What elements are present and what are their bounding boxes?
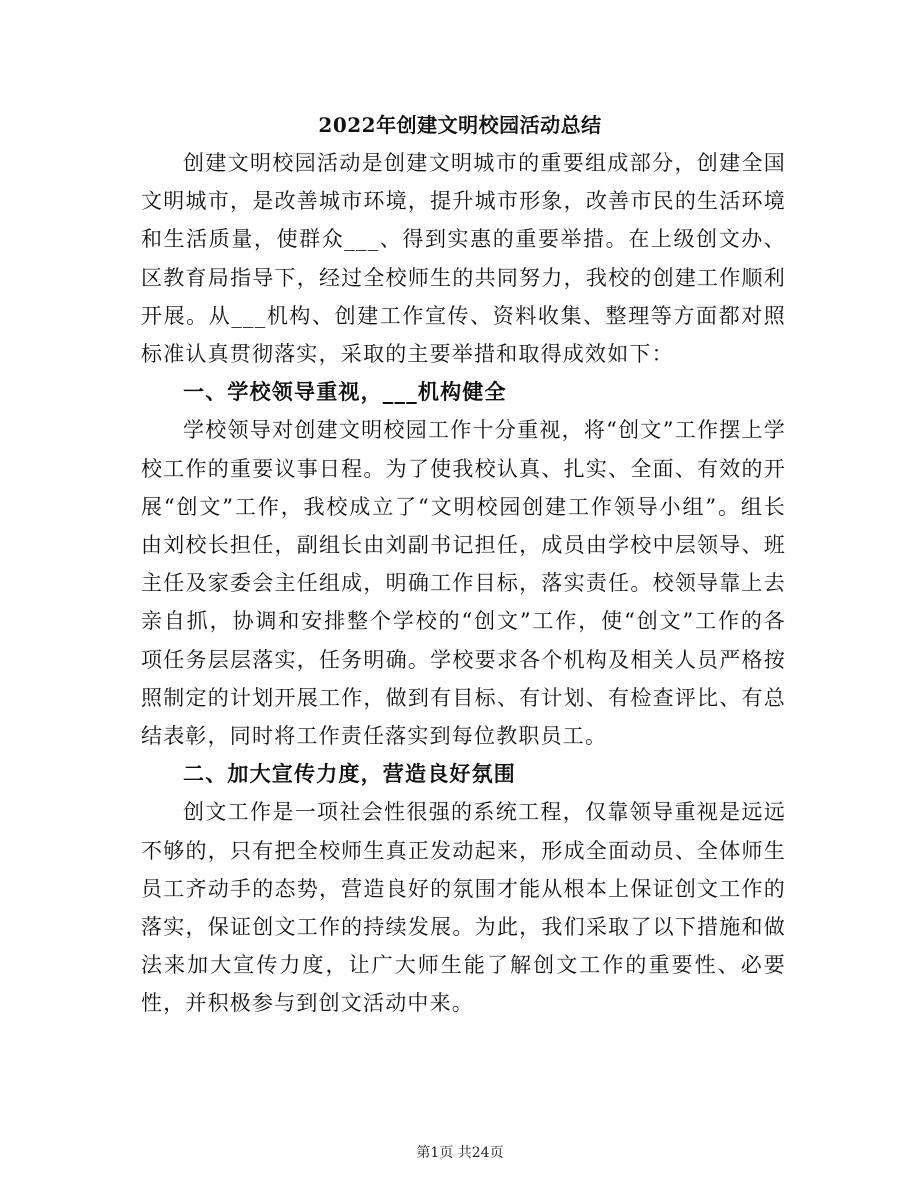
section-paragraph-2: 创文工作是一项社会性很强的系统工程，仅靠领导重视是远远不够的，只有把全校师生真正发动起来，形成全面动员、全体师生员工齐动手的态势，营造良好的氛围才能从根本上保证创文工作的落实，保证创文工作的持续发展。为此，我们采取了以下措施和做法来加大宣传力度，让广大师生能了解创文工作的重要性、必要性，并积极参与到创文活动中来。 xyxy=(141,800,786,1016)
section-heading-2: 二、加大宣传力度，营造良好氛围 xyxy=(183,761,516,787)
intro-paragraph: 创建文明校园活动是创建文明城市的重要组成部分，创建全国文明城市，是改善城市环境，提升城市形象，改善市民的生活环境和生活质量，使群众___、得到实惠的重要举措。在上级创文办、区教育局指导下，经过全校师生的共同努力，我校的创建工作顺利开展。从___机构、创建工作宣传、资料收集、整理等方面都对照标准认真贯彻落实，采取的主要举措和取得成效如下： xyxy=(141,151,786,367)
section-paragraph-1: 学校领导对创建文明校园工作十分重视，将“创文”工作摆上学校工作的重要议事日程。为了使我校认真、扎实、全面、有效的开展“创文”工作，我校成立了“文明校园创建工作领导小组”。组长由刘校长担任，副组长由刘副书记担任，成员由学校中层领导、班主任及家委会主任组成，明确工作目标，落实责任。校领导靠上去亲自抓，协调和安排整个学校的“创文”工作，使“创文”工作的各项任务层层落实，任务明确。学校要求各个机构及相关人员严格按照制定的计划开展工作，做到有目标、有计划、有检查评比、有总结表彰，同时将工作责任落实到每位教职员工。 xyxy=(141,418,786,749)
page-number: 第1页 共24页 xyxy=(416,1145,504,1161)
document-title: 2022年创建文明校园活动总结 xyxy=(318,113,602,137)
section-heading-1: 一、学校领导重视，___机构健全 xyxy=(183,379,507,405)
document-body xyxy=(141,144,786,1023)
